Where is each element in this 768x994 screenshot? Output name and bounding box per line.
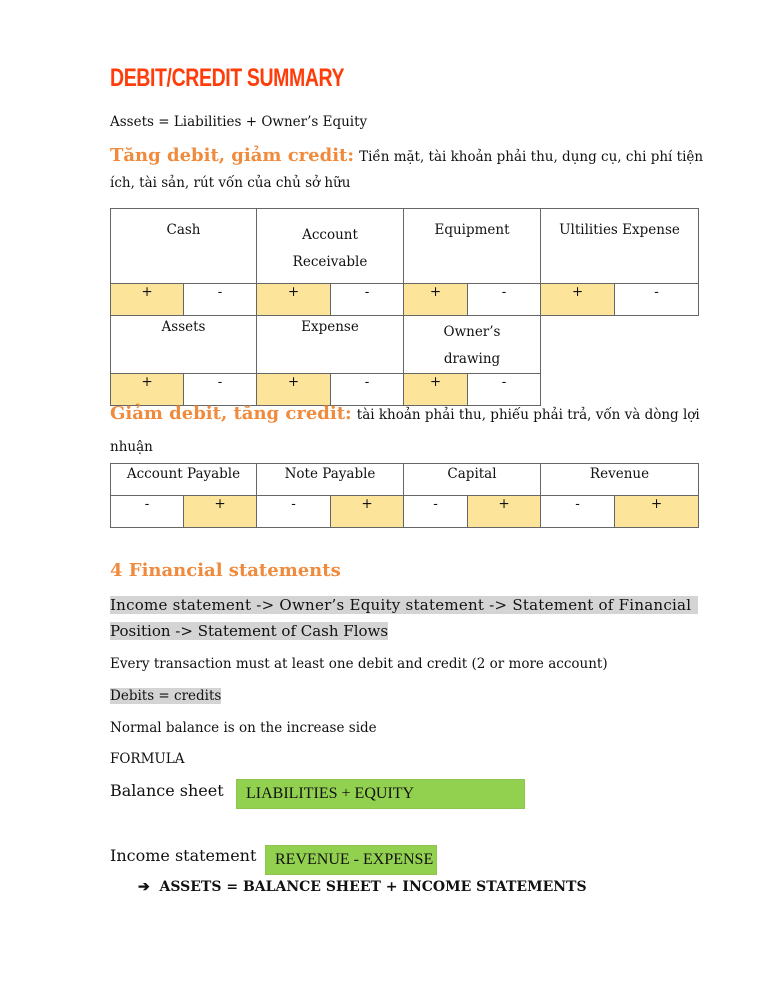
debit-minus: - [111,496,184,528]
increase-debit-text: Tiền mặt, tài khoản phải thu, dụng cụ, chi phí tiện [359,149,704,165]
account-header: Capital [404,464,541,496]
debits-credits-text: Debits = credits [110,688,222,704]
credit-minus: - [468,374,541,406]
debit-plus: + [111,284,184,316]
increase-debit-table [110,208,699,406]
balance-sheet-label: Balance sheet [110,781,224,800]
page-title: DEBIT/CREDIT SUMMARY [110,64,345,92]
debit-plus: + [111,374,184,406]
decrease-debit-heading: Giảm debit, tăng credit: [110,403,352,424]
decrease-debit-text: tài khoản phải thu, phiếu phải trả, vốn và dòng lợi [356,407,700,423]
increase-debit-line [110,145,703,166]
debit-plus: + [404,374,468,406]
debit-plus: + [404,284,468,316]
statement-order-2 [110,622,388,640]
debit-minus: - [404,496,468,528]
account-header: Revenue [541,464,699,496]
account-header: Account Payable [111,464,257,496]
account-header: Note Payable [257,464,404,496]
debits-credits [110,688,221,704]
equation: Assets = Liabilities + Owner’s Equity [110,114,368,130]
statement-order-1: Income statement -> Owner’s Equity statement -> Statement of Financial [110,596,698,614]
account-header: Cash [111,209,257,284]
credit-minus: - [184,284,257,316]
debit-plus: + [257,374,331,406]
credit-minus: - [615,284,699,316]
credit-minus: - [184,374,257,406]
decrease-debit-line [110,403,700,424]
normal-balance: Normal balance is on the increase side [110,720,377,736]
balance-sheet-formula: LIABILITIES + EQUITY [236,779,525,809]
account-header: Ultilities Expense [541,209,699,284]
decrease-debit-table [110,463,699,528]
increase-debit-heading: Tăng debit, giảm credit: [110,145,354,166]
conclusion-text: ASSETS = BALANCE SHEET + INCOME STATEMENTS [159,879,587,895]
account-header: Owner’s drawing [404,316,541,374]
decrease-debit-text-2: nhuận [110,439,153,455]
account-header: Expense [257,316,404,374]
account-header: Equipment [404,209,541,284]
empty-cell [541,316,699,406]
credit-minus: - [331,284,404,316]
income-statement-label: Income statement [110,846,257,865]
conclusion [138,879,587,895]
transaction-rule: Every transaction must at least one debit and credit (2 or more account) [110,656,608,672]
credit-plus: + [615,496,699,528]
account-header: Account Receivable [257,209,404,284]
debit-plus: + [257,284,331,316]
debit-minus: - [257,496,331,528]
statement-order-2-text: Position -> Statement of Cash Flows [110,622,389,640]
formula-label: FORMULA [110,751,185,767]
increase-debit-text-2: ích, tài sản, rút vốn của chủ sở hữu [110,175,351,191]
account-header: Assets [111,316,257,374]
credit-plus: + [468,496,541,528]
credit-plus: + [331,496,404,528]
income-statement-formula: REVENUE - EXPENSE [265,845,437,875]
credit-minus: - [468,284,541,316]
debit-minus: - [541,496,615,528]
statement-order [110,596,698,614]
credit-minus: - [331,374,404,406]
section-heading: 4 Financial statements [110,560,341,581]
arrow-right-icon: ➔ [138,879,150,895]
credit-plus: + [184,496,257,528]
debit-plus: + [541,284,615,316]
